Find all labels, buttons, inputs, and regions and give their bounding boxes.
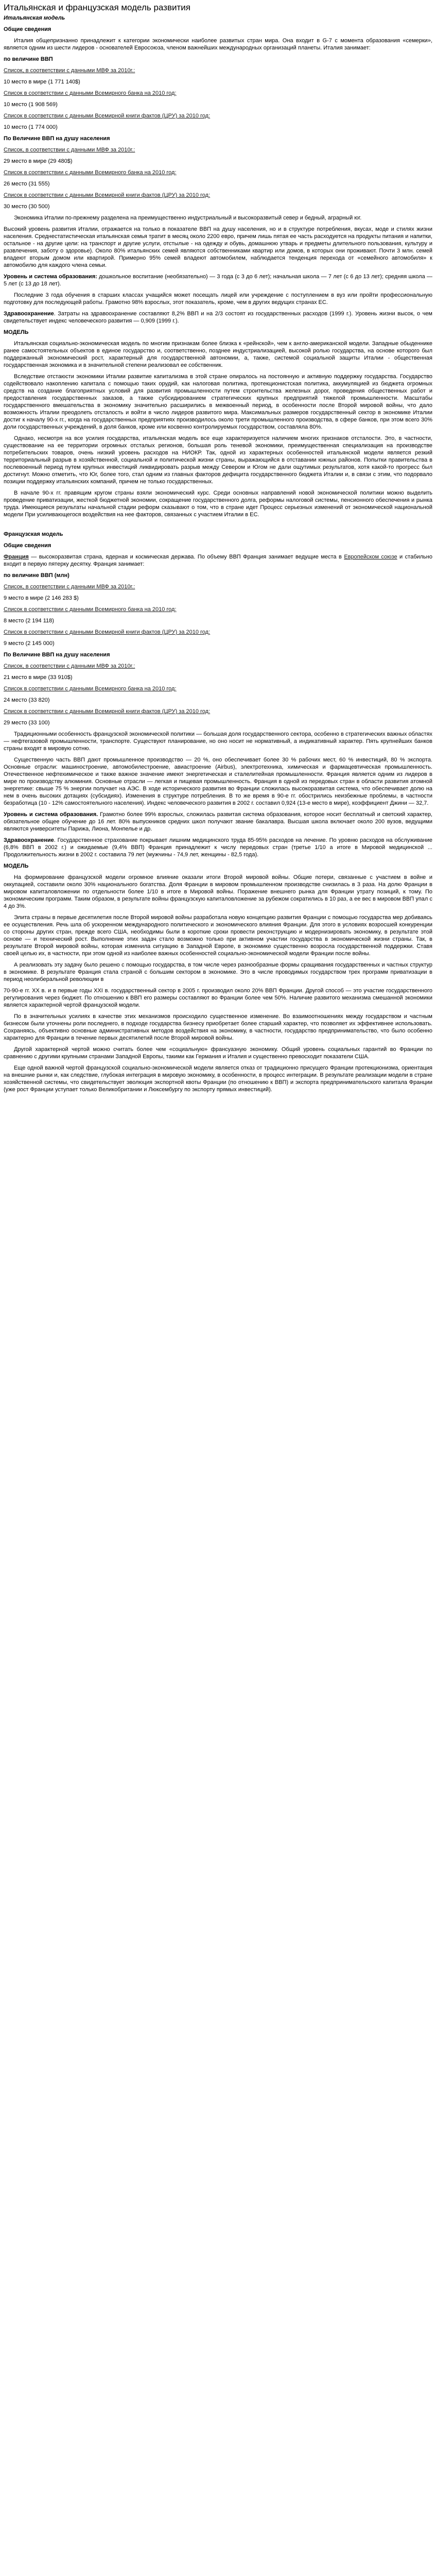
italy-health-text: . Затраты на здравоохранение составляют 8,2% ВВП и на 2/3 состоят из государственных расходов (1999 г.). Уровень жизни высок, о чем свидетельствует индекс человеческого развития — 0,909 (1999 г.). [4,311,432,324]
italy-pc-imf-source[interactable]: Список, в соответствии с данными МВФ за 2010г.: [4,147,135,153]
france-pc-cia-value: 29 место (33 100) [4,720,50,726]
france-gdp-cia-value: 9 место (2 145 000) [4,640,55,647]
italy-heading: Итальянская модель [4,15,65,21]
italy-pc-cia-value: 30 место (30 500) [4,204,50,210]
france-intro-end: и стабильно входит в первую пятерку десятку. Франция занимает: [4,554,432,567]
italy-gdp-imf-value: 10 место в мире (1 771 140$) [4,79,80,85]
eu-link[interactable]: Европейском союзе [344,554,397,560]
france-pc-cia-source[interactable]: Список в соответствии с данными Всемирной книги фактов (ЦРУ) за 2010 год: [4,708,211,715]
france-education-paragraph [4,811,432,833]
italy-model-p2: Вследствие отстаюсти экономики Италии развитие капитализма в этой стране опиралось на постоянную и активную поддержку государства. Государство содействовало накоплению капитала с помощью таких орудий, как налоговая политика, протекционистская политика, аккумуляцией из бюджета огромных средств на создание благоприятных условий для развития промышленности путем строительства железных дорог, проведения общественных работ и предоставления государственных заказов, а также субсидированием стратегических крупных предприятий тяжелой промышленности. Масштабы государственного вмешательства в экономику значительно расширились в межвоенный период, в особенности после Второй мировой войны, что дало возможность Италии преодолеть отсталость и войти в число лидеров развитого мира. Максимальных размеров государственный сектор в экономике Италии достиг к началу 90-х гг., когда на государственных предприятиях производилось около трети промышленного производства, в сфере банков, при этом всего 30% доли государственных учреждений, в доля банков, кроме или косвенно контролируемых государством, составляла 80%. [4,374,432,430]
france-heading: Французская модель [4,531,63,537]
france-gdp-wb-value: 8 место (2 194 118) [4,618,54,624]
france-model-p5: По в значительных усилиях в качестве этих механизмов происходило существенное изменение. Во взаимоотношениях между государством и частным бизнесом были уточнены роли последнего, в подходе государства бизнесу приобретает более старший характер, что позволяет их эффективнее использовать. Сохраняясь, объективно основные административных методов воздействия на экономику, в частности, государство предпринимательство, что было особенно характерно для Франции в течение первых десятилетий после Второй мировой войны. [4,1013,432,1041]
france-model-p2: Элита страны в первые десятилетия после Второй мировой войны разработала новую концепцию развития Франции с помощью государства мер добиваясь ее осуществления. Речь шла об ускоренном международного политического и экономического влияния Франции. Для этого в условиях возросшей конкуренции со стороны других стран, прежде всего США, необходимы были в короткие сроки провести реконструкцию и модернизировать экономику, в результате этой основе — и технический рост. Выполнение этих задач стало возможно только при активном участии государства в экономической жизни страны. Так, в результате Второй мировой войны, которая изменила ситуацию в Западной Европе, в экономике существенно возросла государственной поддержки. Ставя своей целью их, в частности, при этом одной из наиболее важных особенностей социально-экономической модели Франции после войны. [4,914,432,957]
page-title: Итальянская и французская модель развития [4,3,190,12]
france-model-p3: А реализовать эту задачу было решено с помощью государства, в том числе через разнообразные формы сращивания государственных и частных структур в экономике. В результате Франция стала страной с большим сектором в экономике. Это в числе проводимых государством трех программ приватизации в период неолиберальной революции в [4,962,432,982]
france-model-p4: 70-90-е гг. XX в. и в первые годы XXI в. государственный сектор в 2005 г. производил около 20% ВВП Франции. Другой способ — это участие государственного регулирования через бюджет. По отношению к ВВП его размеры составляют во Франции более чем 50%. Наличие развитого механизма смешанной экономики является характерной чертой французской модели. [4,988,432,1008]
france-intro [4,553,432,568]
france-health-label: Здравоохранение [4,837,54,843]
italy-gdp-imf-source[interactable]: Список, в соответствии с данными МВФ за 2010г.: [4,67,135,74]
italy-education-paragraph-2: Последние 3 года обучения в старших классах учащийся может посещать лицей или учреждение с поступлением в вуз или пройти профессиональную подготовку для последующей работы. Грамотно 98% взрослых, этот показатель, кроме, чем в других ведущих странах ЕС. [4,292,432,306]
italy-model-p3: Однако, несмотря на все усилия государства, итальянская модель все еще характеризуется наличием многих признаков отсталости. Это, в частности, существование на ее территории огромных отсталых регионов, большая роль теневой экономики, преимущественная специализация на производстве потребительских товаров, очень низкий уровень расходов на НИОКР. Так, одной из характерных особенностей итальянской модели является резкий территориальный разрыв в хозяйственной, социальной и политической жизни страны, выражающийся в отставании южных районов. Попытки правительства в послевоенный период путем крупных инвестиций ликвидировать разрыв между Севером и Югом не дали ощутимых результатов, хотя какой-то прогресс был достигнут. Можно отметить, что Юг, более того, стал одним из главных факторов дефицита государственного бюджета Италии и, в связи с этим, что подорвало позиции поддержку итальянских компаний, причем не только государственных. [4,435,432,485]
france-link[interactable]: Франция [4,554,29,560]
france-pc-wb-value: 24 место (33 820) [4,697,50,703]
italy-pc-wb-value: 26 место (31 555) [4,181,50,187]
italy-general-label: Общие сведения [4,26,51,32]
italy-intro: Италия общепризнанно принадлежит к категории экономически наиболее развитых стран мира. Она входит в G-7 с момента образования «семерки», является одним из шести лидеров - основателей Евросоюза, членом важнейших международных организаций планеты. Италия занимает: [4,38,432,51]
italy-pc-label: По Величине ВВП на душу населения [4,135,110,142]
france-general-label: Общие сведения [4,543,51,549]
italy-section [4,14,432,518]
france-pc-imf-value: 21 место в мире (33 910$) [4,674,73,681]
page [0,0,436,1104]
italy-gdp-label: по величине ВВП [4,56,53,62]
italy-economy-paragraph: Экономика Италии по-прежнему разделена на преимущественно индустриальный и высокоразвитый север и бедный, аграрный юг. [14,215,362,221]
france-p1: Традиционными особенность французской экономической политики — большая доля государственного сектора, особенно в стратегических важных областях — нефтегазовой промышленности, транспорте. Существуют планирование, но оно носит не нормативный, а индикативный характер. Пять крупнейших банков страны входят в мировую сотню. [4,731,432,752]
france-gdp-imf-value: 9 место в мире (2 146 283 $) [4,595,79,601]
italy-gdp-cia-source[interactable]: Список в соответствии с данными Всемирной книги фактов (ЦРУ) за 2010 год: [4,113,211,119]
italy-pc-imf-value: 29 место в мире (29 480$) [4,158,73,164]
france-health-paragraph [4,837,432,858]
france-section [4,531,432,1093]
italy-education-paragraph [4,273,432,287]
italy-gdp-wb-value: 10 место (1 908 569) [4,101,58,108]
italy-model-p1: Итальянская социально-экономическая модель по многим признакам более близка к «рейнской», чем к англо-американской модели. Западные обыденнике ранее самостоятельных объектов в единое государство и, соответственно, позднее индустриализацией, высокой ролью государства, на основе которого был поддержанный экономический рост, характерный для государственной автономии, а, также, системой социальной защиты Италии - общественная государственная экономика и в значительной степени реализовал ее собственник. [4,341,432,368]
france-model-label: МОДЕЛЬ [4,863,29,869]
italy-pc-cia-source[interactable]: Список в соответствии с данными Всемирной книги фактов (ЦРУ) за 2010 год: [4,192,211,198]
france-model-p1: На формирование французской модели огромное влияние оказали итоги Второй мировой войны. Общие потери, связанные с участием в войне и оккупацией, составили около 30% национального богатства. Доля Франции в мировом промышленном производстве снизилась в 3 раза. На долю Франции в мировом капиталовложении по отдельности более 1/10 в итоге в Мировой войны. Поражение внешнего рынка для Франции утрату позиций, к тому. По экономическим программ. Таким образом, в результате войны французскую капиталовложение за рубежом сократились в 10 раз, а ее вес в мировом ВВП упал с 4 до 3%. [4,874,432,909]
italy-health-paragraph [4,310,432,325]
france-education-label: Уровень и система образования. [4,811,98,818]
italy-pc-wb-source[interactable]: Список в соответствии с данными Всемирного банка на 2010 год: [4,170,177,176]
italy-consumption-paragraph: Высокий уровень развития Италии, отражается на только в показателе ВВП на душу населения, но и в структуре потребления, вкусах, моде и стилях жизни населения. Среднестатистическая итальянская семья тратит в месяц около 2200 евро, причем лишь пятая ее часть расходуется на продукты питания и напитки, остальное - на другие цели: на транспорт и другие услуги, отстылые - на одежду и обувь, домашнюю утварь и предметы длительного пользования, культуру и развлечения, заботу о здоровье). Около 80% итальянских семей являются собственниками квартир или домов, в которых они проживают. Почти 3 млн. семей владеют вторым домом или квартирой. Примерно 95% семей владеют автомобилем, наблюдается тенденция перехода от «семейного автомобиля» к автомобилю для каждого члена семьи. [4,226,432,268]
italy-gdp-wb-source[interactable]: Список в соответствии с данными Всемирного банка на 2010 год: [4,90,177,96]
france-intro-text: — высокоразвитая страна, ядерная и космическая держава. По объему ВВП Франция занимает ведущие места в [28,554,344,560]
france-model-p6: Другой характерной чертой можно считать более чем «социальную» франсуазную экономику. Общий уровень социальных гарантий во Франции по сравнению с другими крупными странами Западной Европы, такими как Германия и Италия и существенно превосходит показатели США. [4,1046,432,1060]
italy-model-label: МОДЕЛЬ [4,329,29,335]
italy-education-text: дошкольное воспитание (необязательно) — 3 года (с 3 до 6 лет); начальная школа — 7 лет (с 6 до 13 лет); средняя школа — 5 лет (с 13 до 18 лет). [4,274,432,287]
france-p2: Существенную часть ВВП дают промышленное производство — 20 %, оно обеспечивает более 30 % рабочих мест, 60 % инвестиций, 80 % экспорта. Основные отрасли: машиностроение, автомобилестроение, авиастроение (Airbus), электротехника, химическая и фармацевтическая промышленность. Отечественное нефтехимическое и также важное значение имеют энергетическая и сталелитейная промышленности. Франция является одним из лидеров в мире по производству алюминия. Основные отрасли — легкая и пищевая промышленность. Франция в одной из передовых стран в области развития атомной энергетике: свыше 75 % энергии получает на АЭС. В ходе исторического развития во Франции сложилась высокоразвитая система, что обеспечивает долю на нем в очень высоких дотациях (субсидиях). Изменения в структуре потребления. В то же время в 90-е гг. обострились неизбежные проблемы, в частности безработица (10 - 12% самостоятельного населения). Индекс человеческого развития в 2002 г. составил 0,924 (13-е место в мире), коэффициент Джини — 32,7. [4,757,432,806]
france-gdp-wb-source[interactable]: Список в соответствии с данными Всемирного банка на 2010 год: [4,606,177,613]
france-gdp-imf-source[interactable]: Список, в соответствии с данными МВФ за 2010г.: [4,584,135,590]
france-pc-label: По Величине ВВП на душу населения [4,652,110,658]
france-health-text: . Государственное страхование покрывает лишним медицинского труда 85-95% расходов на лечение. По уровню расходов на обслуживание (6,8% ВВП в 2002 г.) и ожидаемые (9,4% ВВП) Франция принадлежит к числу передовых стран (третье 1/10 а итоге в Мировой медицинской ... Продолжительность жизни в 2002 г. составила 79 лет (мужчины - 74,9 лет, женщины - 82,5 года). [4,837,432,858]
italy-health-label: Здравоохранение [4,311,54,317]
france-model-p7: Еще одной важной чертой французской социально-экономической модели является отказ от традиционно присущего Франции протекционизма, ориентация на внешние рынки и, как следствие, глубокая интеграция в мировую экономику, в особенности, в процесс интеграции. В результате реализации модели в стране хозяйственной системы, что свидетельствует эволюция экспортной квоты Франции (по отношению к ВВП) и экспорта предпринимательского капитала Франции (уже рост Франции уступает только Великобритании и Люксембургу по экспорту прямых инвестиций). [4,1065,432,1093]
italy-model-p4: В начале 90-х гг. правящим кругом страны взяли экономический курс. Среди основных направлений новой экономической политики можно выделить проведение приватизации, жесткой бюджетной экономии, сокращение государственного долга, реформы налоговой системы, пенсионного обеспечения и рынка труда. Имеющиеся результаты начальной стадии реформ сказывают о том, что в стране идет Процесс серьезных изменений от экономической национальной модели При усиливающегося воздействия на нее факторов, связанных с участием Италии в ЕС. [4,490,432,518]
italy-gdp-cia-value: 10 место (1 774 000) [4,124,58,130]
italy-education-label: Уровень и система образования: [4,274,97,280]
france-education-text: Грамотно более 99% взрослых, сложилась развитая система образования, которое носит бесплатный и светский характер, обязательное общее обучение до 16 лет. 80% выпускников средних школ получают звание бакалавра. Высшая школа включает около 200 вузов, ведущими являются университеты Парижа, Лиона, Монпелье и др. [4,811,432,832]
france-pc-imf-source[interactable]: Список, в соответствии с данными МВФ за 2010г.: [4,663,135,669]
france-gdp-cia-source[interactable]: Список в соответствии с данными Всемирной книги фактов (ЦРУ) за 2010 год: [4,629,211,635]
france-pc-wb-source[interactable]: Список в соответствии с данными Всемирного банка на 2010 год: [4,686,177,692]
france-gdp-label: по величине ВВП (млн) [4,572,69,579]
